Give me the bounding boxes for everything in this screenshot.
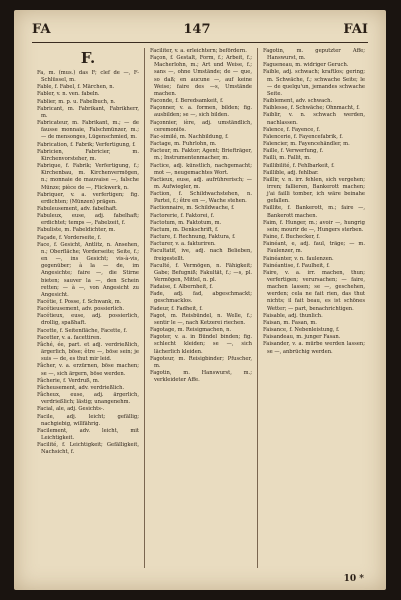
- dictionary-entry: Factage, m. Fuhrlohn, m.: [150, 141, 217, 148]
- dictionary-entry: Faisander, v. a. mürbe werden lassen; se —, anbrüchig werden.: [263, 341, 365, 355]
- header-right-guideword: FAI: [343, 21, 368, 37]
- dictionary-entry: Fa, m. (mus.) das F; clef de —, F-Schlüssel, m.: [37, 70, 139, 84]
- dictionary-entry: Faim, f. Hunger, m.; avoir —, hungrig sein; mourir de —, Hungers sterben.: [263, 219, 365, 233]
- dictionary-entry: Fâcher, v. a. erzürnen, böse machen; se —, sich ärgern, böse werden.: [37, 363, 139, 377]
- dictionary-entry: Facteur, m. Faktor; Agent; Briefträger, m.; Instrumentenmacher, m.: [150, 148, 252, 162]
- dictionary-entry: Facilité, f. Leichtigkeit; Gefälligkeit, Nachsicht, f.: [37, 442, 139, 456]
- dictionary-entry: Fainéantise, f. Faulheit, f.: [263, 262, 330, 269]
- dictionary-entry: Fâcheux, euse, adj. ärgerlich, verdrießlich; lästig; unangenehm.: [37, 392, 139, 406]
- dictionary-entry: Faillibilité, f. Fehlbarkeit, f.: [263, 162, 335, 169]
- dictionary-entry: Factorerie, f. Faktorei, f.: [150, 212, 215, 219]
- dictionary-entry: Facturer, v. a. fakturiren.: [150, 241, 216, 248]
- running-header: [32, 18, 368, 40]
- dictionary-entry: Facétie, f. Posse, f. Schwank, m.: [37, 299, 122, 305]
- dictionary-entry: Factotum, m. Faktotum, m.: [150, 219, 222, 226]
- dictionary-entry: Fagoter, v. a. in Bündel binden; fig. schlecht kleiden; se —, sich lächerlich kleiden.: [150, 334, 252, 355]
- dictionary-entry: Fagoteur, m. Reisigbinder; Pfuscher, m.: [150, 355, 252, 369]
- dictionary-entry: Factum, m. Denkschrift, f.: [150, 226, 219, 233]
- dictionary-entry: Fâcheusement, adv. verdrießlich.: [37, 384, 125, 391]
- dictionary-entry: Fabrication, f. Fabrik; Verfertigung, f.: [37, 141, 136, 148]
- column-3: [257, 48, 370, 568]
- dictionary-entry: Fable, f. Fabel, f. Märchen, n.: [37, 84, 115, 91]
- header-rule: [32, 42, 368, 43]
- dictionary-entry: Façonner, v. a. formen, bilden; fig. ausbilden; se —, sich bilden.: [150, 105, 252, 119]
- dictionary-entry: Faciliter, v. a. erleichtern; befördern.: [150, 48, 247, 54]
- dictionary-entry: Faisandeau, m. junger Fasan.: [263, 334, 341, 341]
- dictionary-entry: Facétieusement, adv. possierlich.: [37, 306, 125, 313]
- dictionary-entry: Fablier, m. p. u. Fabelbuch, n.: [37, 98, 116, 105]
- dictionary-entry: Fainéant, e, adj. faul, träge; — m. Faulenzer, m.: [263, 241, 365, 255]
- dictionary-entry: Faiblesse, f. Schwäche; Ohnmacht, f.: [263, 105, 360, 112]
- dictionary-entry: Fabuleux, euse, adj. fabelhaft; erdichtet; temps —, Fabelzeit, f.: [37, 213, 139, 227]
- dictionary-entry: Fadeur, f. Fadheit, f.: [150, 305, 203, 312]
- dictionary-entry: Facile, adj. leicht; gefällig; nachgiebig, willfährig.: [37, 413, 139, 427]
- dictionary-entry: Facultatif, ive, adj. nach Belieben, freigestellt.: [150, 248, 252, 262]
- dictionary-entry: Faire, v. a. irr. machen, thun; verfertigen; verursachen; — faire, machen lassen; se —, geschehen, werden; cela ne fait rien, das thut nichts; il fait beau, es ist schönes Wetter; — part, benachrichtigen.: [263, 269, 365, 312]
- signature-mark: 10 *: [343, 574, 364, 584]
- dictionary-entry: Faible, adj. schwach; kraftlos; gering; m. Schwäche, f.; schwache Seite; le — de quelqu'un, jemandes schwache Seite.: [263, 69, 365, 97]
- dictionary-entry: Faïence, f. Fayence, f.: [263, 126, 321, 133]
- dictionary-entry: Fade, adj. fad, abgeschmackt; geschmacklos.: [150, 291, 252, 305]
- dictionary-entry: Factice, adj. künstlich, nachgemacht; mot —, neugemachtes Wort.: [150, 162, 252, 176]
- page-number: 147: [183, 21, 211, 37]
- dictionary-entry: Fagotin, m. Hanswurst, m.; verkleideter Affe.: [150, 370, 252, 384]
- column-2: [144, 48, 257, 568]
- dictionary-entry: Faine, f. Buchecker, f.: [263, 234, 320, 241]
- dictionary-entry: Faction, f. Schildwachstehen, n. Partei, f.; être en —, Wache stehen.: [150, 191, 252, 205]
- column-1: [32, 48, 144, 568]
- dictionary-entry: Fainéanter, v. n. faulenzen.: [263, 255, 334, 262]
- dictionary-entry: Faisable, adj. thunlich.: [263, 312, 323, 319]
- dictionary-entry: Fac-similé, m. Nachbildung, f.: [150, 133, 229, 140]
- dictionary-entry: Façonnier, ière, adj. umständlich, ceremoniös.: [150, 119, 252, 133]
- dictionary-entry: Fagot, m. Reisbündel, n. Welle, f.; sentir le —, nach Ketzerei riechen.: [150, 312, 252, 326]
- dictionary-entry: Faculté, f. Vermögen, n. Fähigkeit; Gabe; Befugniß; Fakultät, f.; —s, pl. Vermögen, Mittel, n. pl.: [150, 262, 252, 283]
- dictionary-entry: Façade, f. Vorderseite, f.: [37, 234, 102, 241]
- dictionary-entry: Facilement, adv. leicht, mit Leichtigkeit.: [37, 427, 139, 441]
- dictionary-entry: Fabriquer, v. a. verfertigen; fig. erdichten; (Münzen) prägen.: [37, 191, 139, 205]
- dictionary-entry: Faisan, m. Fasan, m.: [263, 319, 317, 326]
- entry-columns: [32, 48, 370, 568]
- dictionary-entry: Faillir, v. n. irr. fehlen, sich vergehen; irren; fallieren, Bankerott machen; j'ai failli tomber, ich wäre beinahe gefallen.: [263, 176, 365, 205]
- dictionary-entry: Fâché, ée, part. et adj. verdrießlich, ärgerlich, böse; être —, böse sein; je suis — de, es thut mir leid.: [37, 341, 139, 363]
- dictionary-entry: Fâcherie, f. Verdruß, m.: [37, 377, 100, 384]
- dictionary-entry: Faiblement, adv. schwach.: [263, 98, 333, 105]
- dictionary-entry: Fabuleusement, adv. fabelhaft.: [37, 205, 118, 212]
- dictionary-page: [14, 10, 386, 590]
- dictionary-entry: Facture, f. Rechnung, Faktura, f.: [150, 234, 236, 241]
- dictionary-entry: Faïencier, m. Fayencehändler, m.: [263, 141, 350, 148]
- dictionary-entry: Facetter, v. a. facettiren.: [37, 334, 102, 341]
- dictionary-entry: Factionnaire, m. Schildwache, f.: [150, 205, 235, 212]
- dictionary-entry: Fabrique, f. Fabrik; Verfertigung, f.; Kirchenbau, m. Kirchenvermögen, n.; monnaie de mauvaise —, falsche Münze; pièce de —, Flickwerk, n.: [37, 163, 139, 191]
- dictionary-entry: Fadaise, f. Albernheit, f.: [150, 284, 213, 291]
- dictionary-entry: Failli, m. Fallit, m.: [263, 155, 311, 162]
- dictionary-entry: Facette, f. Seitenfläche, Facette, f.: [37, 327, 128, 334]
- dictionary-entry: Fagueneau, m. widriger Geruch.: [263, 62, 349, 69]
- dictionary-entry: Faisance, f. Nebenleistung, f.: [263, 327, 340, 334]
- header-left-guideword: FA: [32, 21, 51, 37]
- dictionary-entry: Façon, f. Gestalt, Form, f.; Arbeit, f.; Macherlohn, m.; Art und Weise, f.; sans —, ohne Umstände; de — que, so daß; en aucune —, auf keine Weise; faire des —s, Umstände machen.: [150, 55, 252, 97]
- dictionary-entry: Fabler, v. n. ven. fabeln.: [37, 91, 100, 98]
- section-letter: F.: [80, 49, 96, 67]
- dictionary-entry: Fagotage, m. Reisigmachen, n.: [150, 327, 232, 334]
- dictionary-entry: Fabuliste, m. Fabeldichter, m.: [37, 227, 116, 234]
- dictionary-entry: Facial, ale, adj. Gesichts-.: [37, 406, 105, 413]
- dictionary-entry: Fabricien, Fabricier, m. Kirchenvorsteher, m.: [37, 148, 139, 162]
- dictionary-entry: Fabricant, m. Fabrikant, Fabrikherr, m.: [37, 105, 139, 119]
- dictionary-entry: Fagotin, m. geputzter Affe; Hanswurst, m.: [263, 48, 365, 62]
- dictionary-entry: Faillible, adj. fehlbar.: [263, 169, 319, 176]
- dictionary-entry: Factieux, euse, adj. aufrührerisch; — m. Aufwiegler, m.: [150, 176, 252, 190]
- dictionary-entry: Faiblir, v. n. schwach werden, nachlassen.: [263, 112, 365, 126]
- dictionary-entry: Faïencerie, f. Fayencefabrik, f.: [263, 133, 343, 140]
- dictionary-entry: Facétieux, euse, adj. possierlich, drollig, spaßhaft.: [37, 313, 139, 327]
- dictionary-entry: Faconde, f. Beredsamkeit, f.: [150, 98, 224, 105]
- dictionary-entry: Faillite, f. Bankerott, m.; faire —, Bankerott machen.: [263, 205, 365, 219]
- dictionary-entry: Faille, f. Verwerfung, f.: [263, 148, 324, 155]
- dictionary-entry: Fabricateur, m. Fabrikant, m.; — de fausse monnaie, Falschmünzer, m.; — de mensonges, Lügenschmied, m.: [37, 120, 139, 141]
- dictionary-entry: Face, f. Gesicht, Antlitz, n. Ansehen, n.; Oberfläche; Vorderseite; Seite, f.; en —, ins Gesicht; vis-à-vis, gegenüber; à la — de, im Angesichte; faire —, die Stirne bieten; sauver la —, den Schein retten; — à —, von Angesicht zu Angesicht.: [37, 241, 139, 298]
